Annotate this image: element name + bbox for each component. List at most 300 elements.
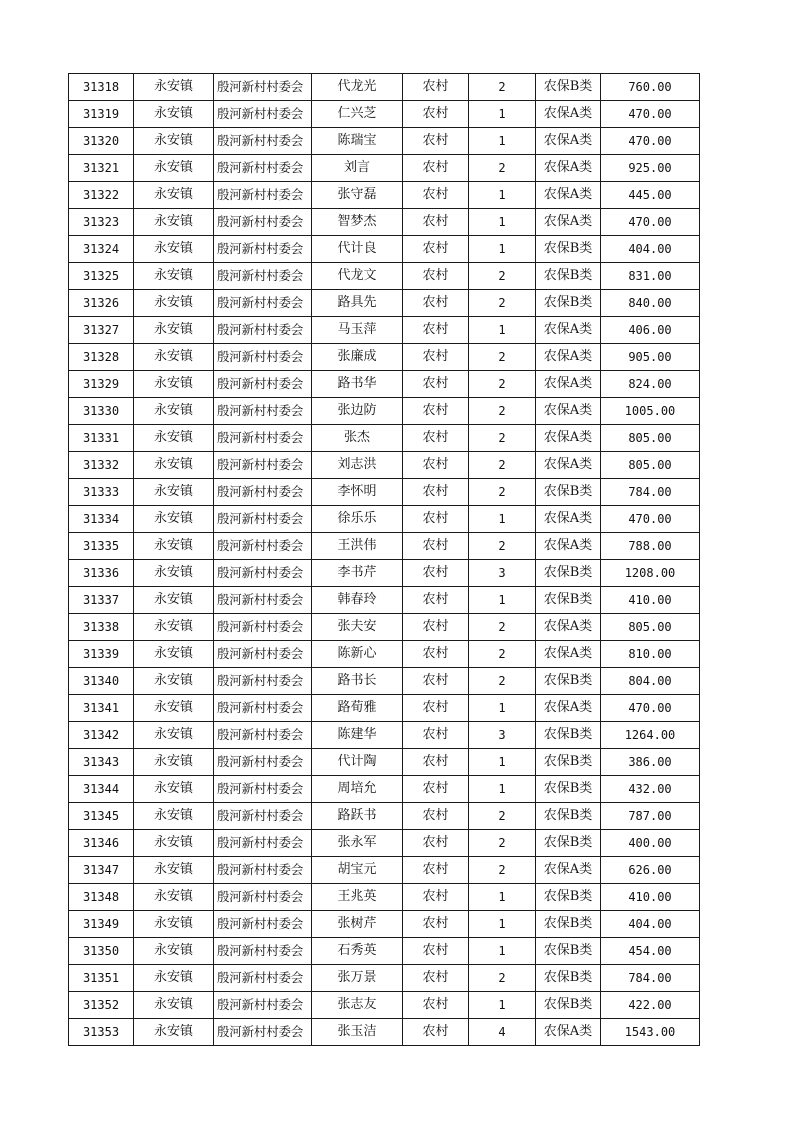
household-type-cell: 农村	[403, 965, 469, 992]
record-id-cell: 31350	[69, 938, 134, 965]
member-count-cell: 1	[469, 317, 536, 344]
town-cell: 永安镇	[134, 938, 214, 965]
village-committee-cell: 殷河新村村委会	[214, 1019, 312, 1046]
village-committee-cell: 殷河新村村委会	[214, 236, 312, 263]
insurance-category-cell: 农保B类	[536, 263, 601, 290]
insurance-category-cell: 农保B类	[536, 803, 601, 830]
insurance-category-cell: 农保B类	[536, 236, 601, 263]
name-cell: 路具先	[312, 290, 403, 317]
insurance-category-cell: 农保A类	[536, 614, 601, 641]
name-cell: 张夫安	[312, 614, 403, 641]
insurance-category-cell: 农保A类	[536, 155, 601, 182]
member-count-cell: 2	[469, 614, 536, 641]
record-id-cell: 31324	[69, 236, 134, 263]
insurance-category-cell: 农保B类	[536, 290, 601, 317]
village-committee-cell: 殷河新村村委会	[214, 182, 312, 209]
table-row	[69, 74, 700, 101]
village-committee-cell: 殷河新村村委会	[214, 668, 312, 695]
table-row	[69, 209, 700, 236]
name-cell: 张志友	[312, 992, 403, 1019]
record-id-cell: 31335	[69, 533, 134, 560]
household-type-cell: 农村	[403, 128, 469, 155]
household-type-cell: 农村	[403, 263, 469, 290]
household-type-cell: 农村	[403, 830, 469, 857]
household-type-cell: 农村	[403, 749, 469, 776]
table-row	[69, 857, 700, 884]
name-cell: 张永军	[312, 830, 403, 857]
member-count-cell: 1	[469, 695, 536, 722]
household-type-cell: 农村	[403, 398, 469, 425]
amount-cell: 410.00	[601, 884, 700, 911]
name-cell: 李书芹	[312, 560, 403, 587]
table-row	[69, 776, 700, 803]
village-committee-cell: 殷河新村村委会	[214, 398, 312, 425]
name-cell: 路书华	[312, 371, 403, 398]
insurance-category-cell: 农保A类	[536, 452, 601, 479]
amount-cell: 840.00	[601, 290, 700, 317]
name-cell: 张杰	[312, 425, 403, 452]
member-count-cell: 1	[469, 209, 536, 236]
record-id-cell: 31329	[69, 371, 134, 398]
name-cell: 张守磊	[312, 182, 403, 209]
insurance-category-cell: 农保A类	[536, 344, 601, 371]
member-count-cell: 2	[469, 857, 536, 884]
town-cell: 永安镇	[134, 587, 214, 614]
insurance-category-cell: 农保A类	[536, 209, 601, 236]
household-type-cell: 农村	[403, 452, 469, 479]
amount-cell: 824.00	[601, 371, 700, 398]
name-cell: 刘言	[312, 155, 403, 182]
member-count-cell: 3	[469, 722, 536, 749]
household-type-cell: 农村	[403, 344, 469, 371]
amount-cell: 1005.00	[601, 398, 700, 425]
town-cell: 永安镇	[134, 74, 214, 101]
household-type-cell: 农村	[403, 776, 469, 803]
household-type-cell: 农村	[403, 533, 469, 560]
table-row	[69, 803, 700, 830]
village-committee-cell: 殷河新村村委会	[214, 317, 312, 344]
table-row	[69, 560, 700, 587]
amount-cell: 470.00	[601, 209, 700, 236]
town-cell: 永安镇	[134, 911, 214, 938]
insurance-category-cell: 农保A类	[536, 695, 601, 722]
village-committee-cell: 殷河新村村委会	[214, 209, 312, 236]
record-id-cell: 31340	[69, 668, 134, 695]
town-cell: 永安镇	[134, 668, 214, 695]
name-cell: 刘志洪	[312, 452, 403, 479]
amount-cell: 784.00	[601, 479, 700, 506]
member-count-cell: 4	[469, 1019, 536, 1046]
insurance-category-cell: 农保B类	[536, 830, 601, 857]
table-row	[69, 506, 700, 533]
table-row	[69, 263, 700, 290]
name-cell: 张廉成	[312, 344, 403, 371]
table-row	[69, 425, 700, 452]
name-cell: 路书长	[312, 668, 403, 695]
record-id-cell: 31337	[69, 587, 134, 614]
name-cell: 陈瑞宝	[312, 128, 403, 155]
village-committee-cell: 殷河新村村委会	[214, 425, 312, 452]
name-cell: 代龙文	[312, 263, 403, 290]
record-id-cell: 31352	[69, 992, 134, 1019]
table-row	[69, 587, 700, 614]
table-row	[69, 533, 700, 560]
record-id-cell: 31342	[69, 722, 134, 749]
table-row	[69, 182, 700, 209]
village-committee-cell: 殷河新村村委会	[214, 290, 312, 317]
record-id-cell: 31349	[69, 911, 134, 938]
household-type-cell: 农村	[403, 290, 469, 317]
town-cell: 永安镇	[134, 830, 214, 857]
member-count-cell: 1	[469, 776, 536, 803]
household-type-cell: 农村	[403, 236, 469, 263]
table-row	[69, 722, 700, 749]
insurance-category-cell: 农保A类	[536, 506, 601, 533]
village-committee-cell: 殷河新村村委会	[214, 965, 312, 992]
amount-cell: 470.00	[601, 128, 700, 155]
member-count-cell: 2	[469, 425, 536, 452]
name-cell: 张玉洁	[312, 1019, 403, 1046]
village-committee-cell: 殷河新村村委会	[214, 992, 312, 1019]
amount-cell: 804.00	[601, 668, 700, 695]
insurance-category-cell: 农保A类	[536, 533, 601, 560]
village-committee-cell: 殷河新村村委会	[214, 344, 312, 371]
name-cell: 张树芹	[312, 911, 403, 938]
table-row	[69, 911, 700, 938]
amount-cell: 454.00	[601, 938, 700, 965]
village-committee-cell: 殷河新村村委会	[214, 587, 312, 614]
table-row	[69, 1019, 700, 1046]
member-count-cell: 2	[469, 803, 536, 830]
amount-cell: 626.00	[601, 857, 700, 884]
name-cell: 胡宝元	[312, 857, 403, 884]
amount-cell: 784.00	[601, 965, 700, 992]
town-cell: 永安镇	[134, 182, 214, 209]
insurance-category-cell: 农保B类	[536, 776, 601, 803]
amount-cell: 386.00	[601, 749, 700, 776]
member-count-cell: 2	[469, 74, 536, 101]
table-row	[69, 344, 700, 371]
town-cell: 永安镇	[134, 155, 214, 182]
town-cell: 永安镇	[134, 560, 214, 587]
record-id-cell: 31322	[69, 182, 134, 209]
insurance-category-cell: 农保B类	[536, 938, 601, 965]
household-type-cell: 农村	[403, 317, 469, 344]
amount-cell: 787.00	[601, 803, 700, 830]
amount-cell: 404.00	[601, 236, 700, 263]
name-cell: 智梦杰	[312, 209, 403, 236]
amount-cell: 470.00	[601, 695, 700, 722]
town-cell: 永安镇	[134, 992, 214, 1019]
insurance-category-cell: 农保A类	[536, 641, 601, 668]
household-type-cell: 农村	[403, 479, 469, 506]
record-id-cell: 31345	[69, 803, 134, 830]
member-count-cell: 2	[469, 641, 536, 668]
village-committee-cell: 殷河新村村委会	[214, 830, 312, 857]
household-type-cell: 农村	[403, 155, 469, 182]
insurance-category-cell: 农保B类	[536, 587, 601, 614]
household-type-cell: 农村	[403, 668, 469, 695]
table-row	[69, 749, 700, 776]
record-id-cell: 31346	[69, 830, 134, 857]
table-row	[69, 830, 700, 857]
record-id-cell: 31330	[69, 398, 134, 425]
insurance-category-cell: 农保B类	[536, 992, 601, 1019]
household-type-cell: 农村	[403, 884, 469, 911]
household-type-cell: 农村	[403, 614, 469, 641]
name-cell: 张边防	[312, 398, 403, 425]
town-cell: 永安镇	[134, 695, 214, 722]
amount-cell: 805.00	[601, 452, 700, 479]
record-id-cell: 31344	[69, 776, 134, 803]
table-row	[69, 641, 700, 668]
table-row	[69, 398, 700, 425]
village-committee-cell: 殷河新村村委会	[214, 911, 312, 938]
village-committee-cell: 殷河新村村委会	[214, 479, 312, 506]
amount-cell: 470.00	[601, 506, 700, 533]
town-cell: 永安镇	[134, 452, 214, 479]
member-count-cell: 2	[469, 452, 536, 479]
household-type-cell: 农村	[403, 101, 469, 128]
village-committee-cell: 殷河新村村委会	[214, 884, 312, 911]
table-row	[69, 290, 700, 317]
amount-cell: 1264.00	[601, 722, 700, 749]
table-row	[69, 965, 700, 992]
amount-cell: 406.00	[601, 317, 700, 344]
town-cell: 永安镇	[134, 722, 214, 749]
record-id-cell: 31341	[69, 695, 134, 722]
record-id-cell: 31353	[69, 1019, 134, 1046]
name-cell: 张万景	[312, 965, 403, 992]
town-cell: 永安镇	[134, 236, 214, 263]
record-id-cell: 31328	[69, 344, 134, 371]
table-row	[69, 614, 700, 641]
town-cell: 永安镇	[134, 857, 214, 884]
name-cell: 代龙光	[312, 74, 403, 101]
member-count-cell: 2	[469, 155, 536, 182]
village-committee-cell: 殷河新村村委会	[214, 938, 312, 965]
village-committee-cell: 殷河新村村委会	[214, 155, 312, 182]
town-cell: 永安镇	[134, 884, 214, 911]
amount-cell: 400.00	[601, 830, 700, 857]
household-type-cell: 农村	[403, 560, 469, 587]
name-cell: 周培允	[312, 776, 403, 803]
record-id-cell: 31326	[69, 290, 134, 317]
record-id-cell: 31331	[69, 425, 134, 452]
household-type-cell: 农村	[403, 371, 469, 398]
member-count-cell: 1	[469, 884, 536, 911]
record-id-cell: 31336	[69, 560, 134, 587]
member-count-cell: 1	[469, 992, 536, 1019]
household-type-cell: 农村	[403, 587, 469, 614]
amount-cell: 432.00	[601, 776, 700, 803]
name-cell: 代计良	[312, 236, 403, 263]
amount-cell: 1208.00	[601, 560, 700, 587]
amount-cell: 445.00	[601, 182, 700, 209]
insurance-category-cell: 农保A类	[536, 182, 601, 209]
table-row	[69, 695, 700, 722]
name-cell: 韩春玲	[312, 587, 403, 614]
record-id-cell: 31332	[69, 452, 134, 479]
insurance-category-cell: 农保B类	[536, 560, 601, 587]
town-cell: 永安镇	[134, 263, 214, 290]
village-committee-cell: 殷河新村村委会	[214, 776, 312, 803]
insurance-category-cell: 农保A类	[536, 317, 601, 344]
data-table	[68, 73, 700, 1046]
town-cell: 永安镇	[134, 1019, 214, 1046]
amount-cell: 831.00	[601, 263, 700, 290]
village-committee-cell: 殷河新村村委会	[214, 749, 312, 776]
name-cell: 王洪伟	[312, 533, 403, 560]
insurance-category-cell: 农保A类	[536, 425, 601, 452]
member-count-cell: 2	[469, 398, 536, 425]
table-row	[69, 155, 700, 182]
table-row	[69, 452, 700, 479]
member-count-cell: 1	[469, 911, 536, 938]
name-cell: 路荀雅	[312, 695, 403, 722]
household-type-cell: 农村	[403, 938, 469, 965]
amount-cell: 1543.00	[601, 1019, 700, 1046]
village-committee-cell: 殷河新村村委会	[214, 803, 312, 830]
insurance-category-cell: 农保A类	[536, 101, 601, 128]
member-count-cell: 1	[469, 749, 536, 776]
name-cell: 徐乐乐	[312, 506, 403, 533]
household-type-cell: 农村	[403, 992, 469, 1019]
insurance-category-cell: 农保A类	[536, 1019, 601, 1046]
village-committee-cell: 殷河新村村委会	[214, 371, 312, 398]
insurance-category-cell: 农保A类	[536, 371, 601, 398]
village-committee-cell: 殷河新村村委会	[214, 695, 312, 722]
town-cell: 永安镇	[134, 803, 214, 830]
village-committee-cell: 殷河新村村委会	[214, 614, 312, 641]
household-type-cell: 农村	[403, 641, 469, 668]
household-type-cell: 农村	[403, 695, 469, 722]
insurance-category-cell: 农保B类	[536, 668, 601, 695]
member-count-cell: 2	[469, 371, 536, 398]
insurance-category-cell: 农保B类	[536, 911, 601, 938]
record-id-cell: 31319	[69, 101, 134, 128]
town-cell: 永安镇	[134, 641, 214, 668]
table-row	[69, 668, 700, 695]
table-row	[69, 992, 700, 1019]
record-id-cell: 31333	[69, 479, 134, 506]
household-type-cell: 农村	[403, 803, 469, 830]
name-cell: 路跃书	[312, 803, 403, 830]
member-count-cell: 2	[469, 479, 536, 506]
town-cell: 永安镇	[134, 749, 214, 776]
table-row	[69, 317, 700, 344]
amount-cell: 760.00	[601, 74, 700, 101]
member-count-cell: 2	[469, 533, 536, 560]
record-id-cell: 31351	[69, 965, 134, 992]
amount-cell: 470.00	[601, 101, 700, 128]
village-committee-cell: 殷河新村村委会	[214, 263, 312, 290]
amount-cell: 905.00	[601, 344, 700, 371]
town-cell: 永安镇	[134, 425, 214, 452]
member-count-cell: 1	[469, 506, 536, 533]
record-id-cell: 31327	[69, 317, 134, 344]
village-committee-cell: 殷河新村村委会	[214, 641, 312, 668]
insurance-category-cell: 农保A类	[536, 398, 601, 425]
town-cell: 永安镇	[134, 479, 214, 506]
town-cell: 永安镇	[134, 614, 214, 641]
member-count-cell: 1	[469, 938, 536, 965]
table-row	[69, 479, 700, 506]
town-cell: 永安镇	[134, 101, 214, 128]
town-cell: 永安镇	[134, 506, 214, 533]
member-count-cell: 1	[469, 587, 536, 614]
household-type-cell: 农村	[403, 209, 469, 236]
name-cell: 马玉萍	[312, 317, 403, 344]
town-cell: 永安镇	[134, 371, 214, 398]
town-cell: 永安镇	[134, 344, 214, 371]
insurance-category-cell: 农保B类	[536, 884, 601, 911]
name-cell: 陈建华	[312, 722, 403, 749]
record-id-cell: 31338	[69, 614, 134, 641]
town-cell: 永安镇	[134, 290, 214, 317]
table-row	[69, 128, 700, 155]
household-type-cell: 农村	[403, 911, 469, 938]
household-type-cell: 农村	[403, 857, 469, 884]
insurance-category-cell: 农保B类	[536, 74, 601, 101]
member-count-cell: 2	[469, 263, 536, 290]
member-count-cell: 2	[469, 830, 536, 857]
record-id-cell: 31320	[69, 128, 134, 155]
amount-cell: 805.00	[601, 614, 700, 641]
village-committee-cell: 殷河新村村委会	[214, 101, 312, 128]
table-row	[69, 938, 700, 965]
name-cell: 代计陶	[312, 749, 403, 776]
table-row	[69, 236, 700, 263]
member-count-cell: 1	[469, 182, 536, 209]
name-cell: 李怀明	[312, 479, 403, 506]
village-committee-cell: 殷河新村村委会	[214, 560, 312, 587]
record-id-cell: 31321	[69, 155, 134, 182]
insurance-category-cell: 农保A类	[536, 128, 601, 155]
town-cell: 永安镇	[134, 128, 214, 155]
member-count-cell: 2	[469, 290, 536, 317]
town-cell: 永安镇	[134, 533, 214, 560]
table-row	[69, 884, 700, 911]
village-committee-cell: 殷河新村村委会	[214, 722, 312, 749]
record-id-cell: 31339	[69, 641, 134, 668]
village-committee-cell: 殷河新村村委会	[214, 452, 312, 479]
member-count-cell: 1	[469, 101, 536, 128]
household-type-cell: 农村	[403, 1019, 469, 1046]
record-id-cell: 31348	[69, 884, 134, 911]
insurance-category-cell: 农保B类	[536, 965, 601, 992]
amount-cell: 410.00	[601, 587, 700, 614]
member-count-cell: 1	[469, 236, 536, 263]
member-count-cell: 1	[469, 128, 536, 155]
name-cell: 仁兴芝	[312, 101, 403, 128]
record-id-cell: 31347	[69, 857, 134, 884]
insurance-category-cell: 农保A类	[536, 857, 601, 884]
town-cell: 永安镇	[134, 776, 214, 803]
town-cell: 永安镇	[134, 317, 214, 344]
amount-cell: 788.00	[601, 533, 700, 560]
village-committee-cell: 殷河新村村委会	[214, 533, 312, 560]
table-row	[69, 371, 700, 398]
town-cell: 永安镇	[134, 965, 214, 992]
insurance-category-cell: 农保B类	[536, 479, 601, 506]
household-type-cell: 农村	[403, 74, 469, 101]
household-type-cell: 农村	[403, 722, 469, 749]
name-cell: 王兆英	[312, 884, 403, 911]
member-count-cell: 3	[469, 560, 536, 587]
village-committee-cell: 殷河新村村委会	[214, 857, 312, 884]
amount-cell: 404.00	[601, 911, 700, 938]
